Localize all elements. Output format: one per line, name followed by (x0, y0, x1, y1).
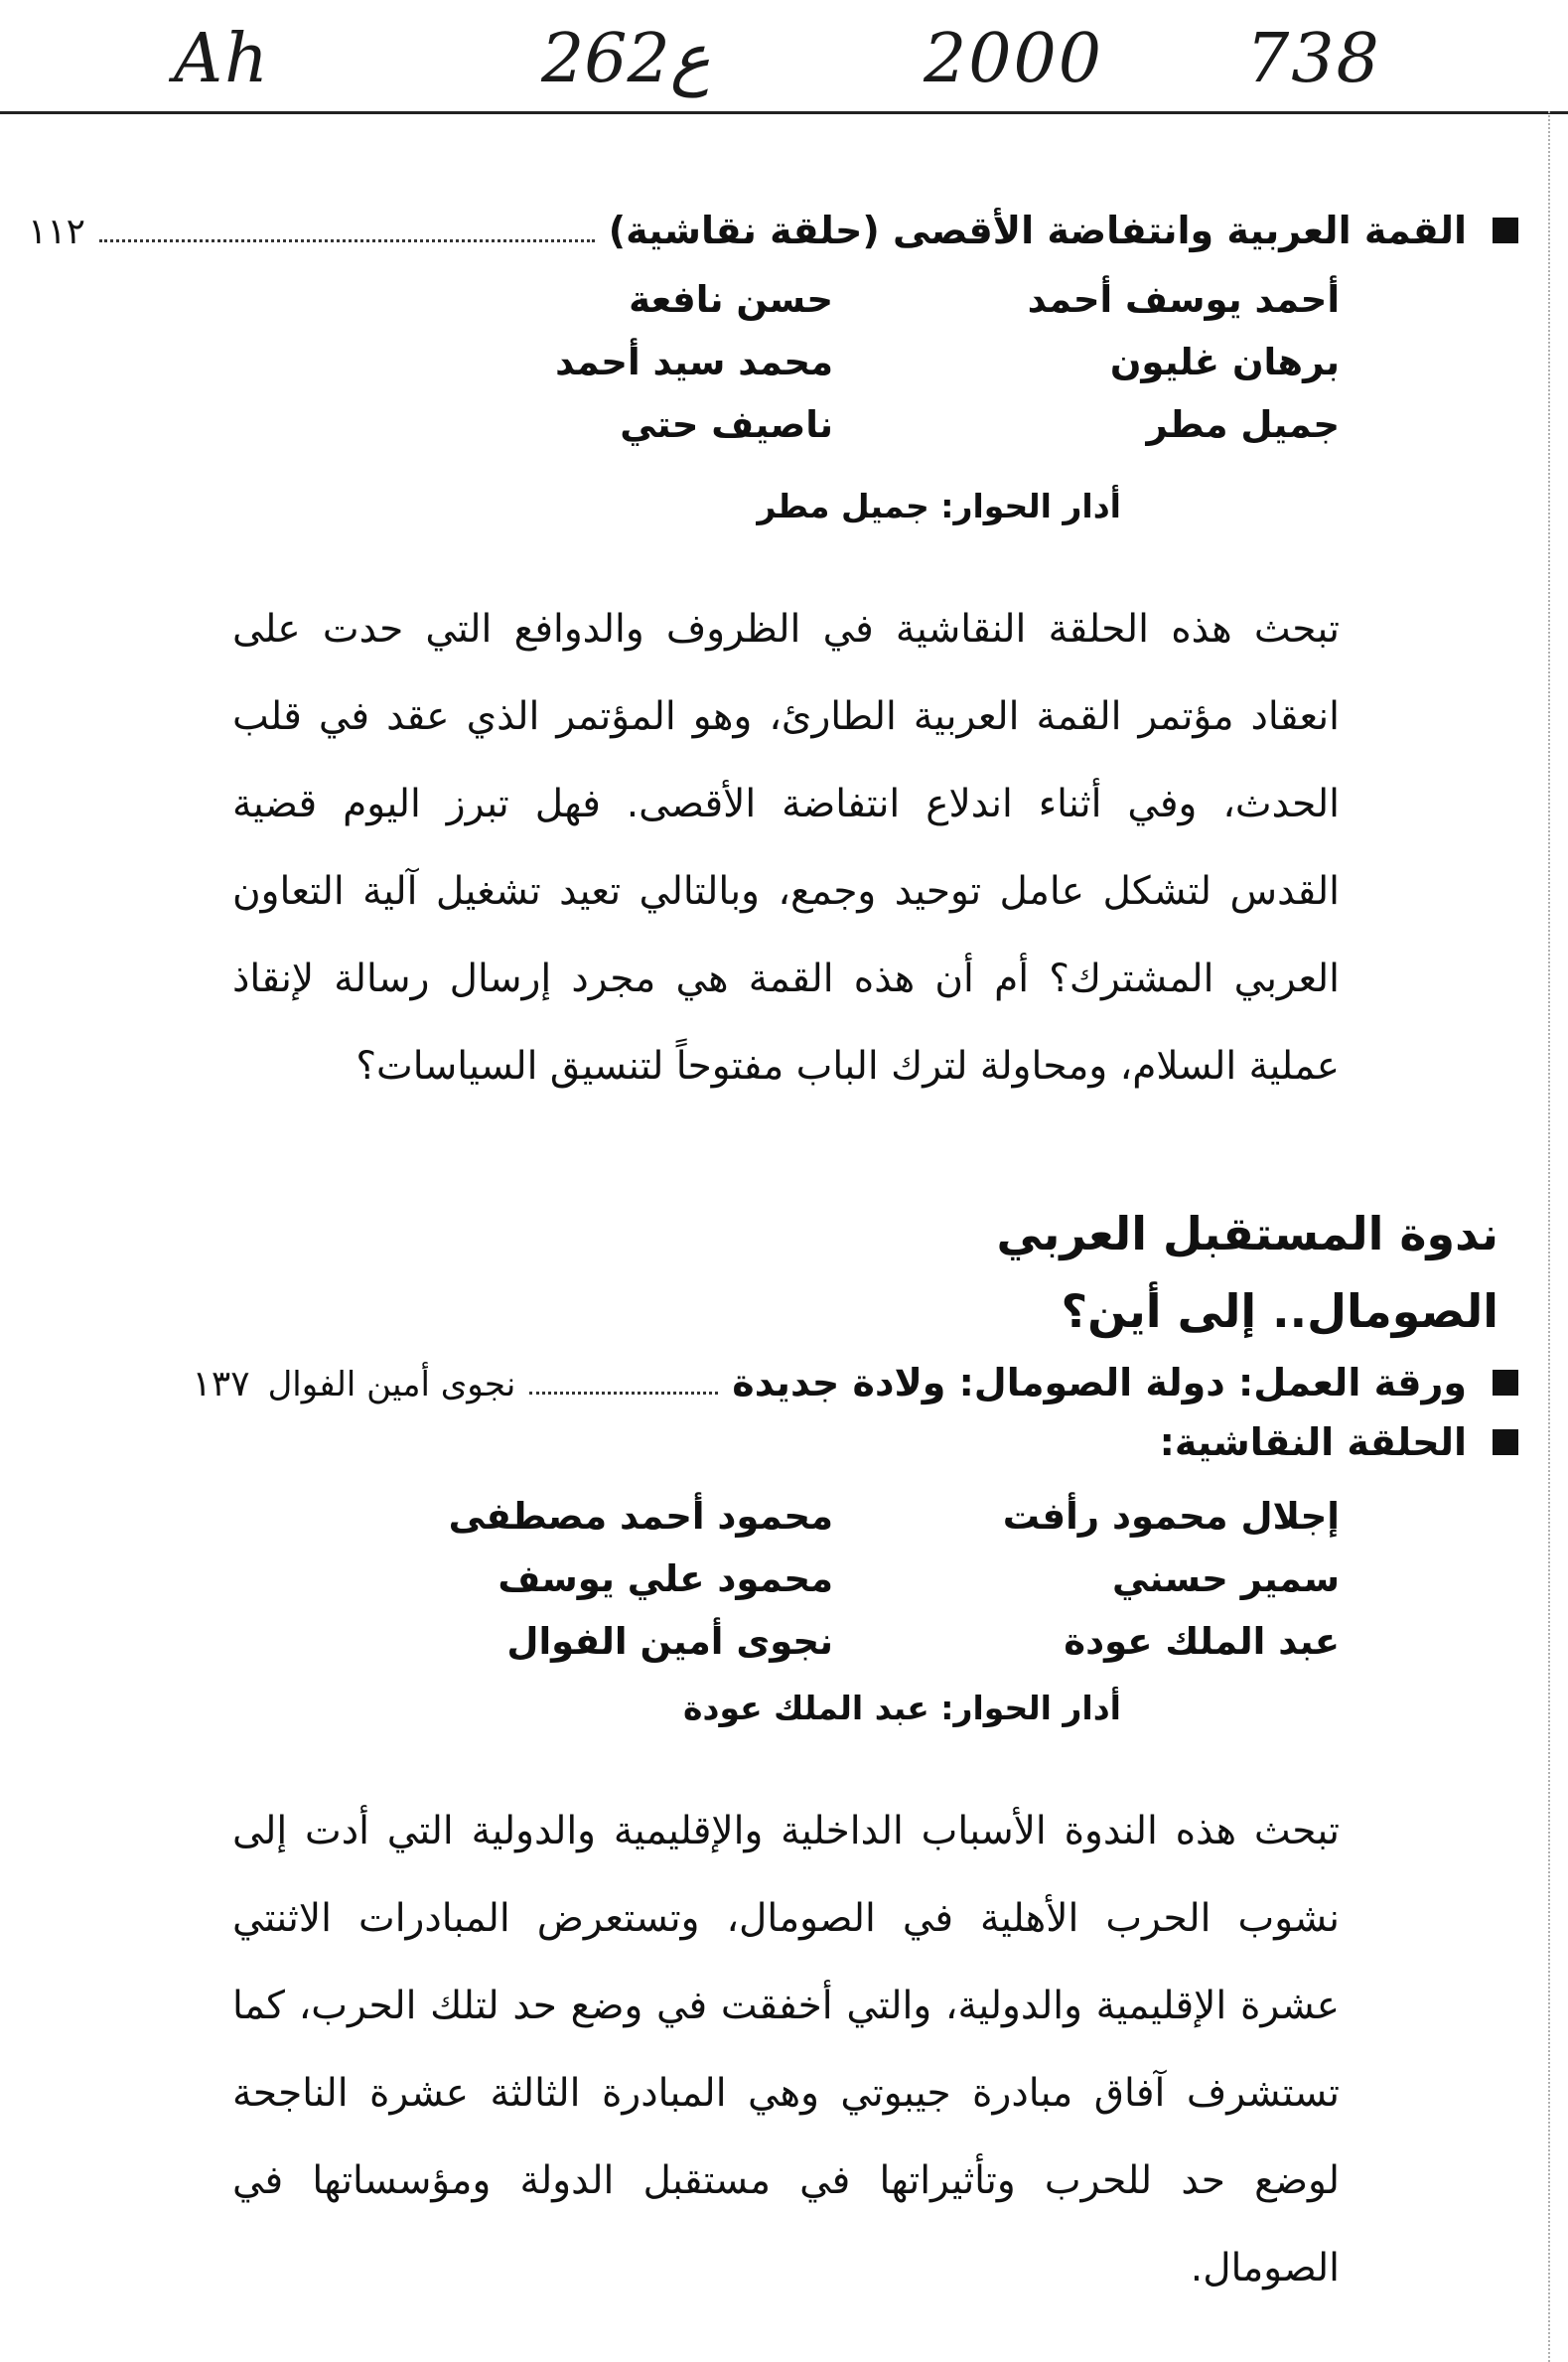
entry-title: القمة العربية وانتفاضة الأقصى (حلقة نقاشية) (608, 209, 1467, 252)
participant: عبد الملك عودة (1064, 1620, 1340, 1663)
entry-title: الحلقة النقاشية: (1159, 1420, 1467, 1464)
summary-paragraph-2: تبحث هذه الندوة الأسباب الداخلية والإقليمية والدولية التي أدت إلى نشوب الحرب الأهلية في الصومال، وتستعرض المبادرات الاثنتي عشرة الإقليمية والدولية، والتي أخفقت في وضع حد لتلك الحرب، كما تستشرف آفاق مبادرة جيبوتي وهي المبادرة الثالثة عشرة الناجحة لوضع حد للحرب وتأثيراتها في مستقبل الدولة ومؤسساتها في الصومال. (232, 1809, 1340, 2290)
square-bullet-icon (1493, 1370, 1518, 1396)
participant: أحمد يوسف أحمد (1027, 278, 1340, 321)
section-heading: ندوة المستقبل العربي (996, 1207, 1498, 1260)
square-bullet-icon (1493, 1429, 1518, 1455)
entry-title: ورقة العمل: دولة الصومال: ولادة جديدة (732, 1361, 1467, 1404)
page-number: ١١٢ (28, 212, 86, 252)
section-subheading: الصومال.. إلى أين؟ (1061, 1284, 1498, 1338)
handwritten-mark-2: 262ع (541, 20, 711, 98)
summary-paragraph-1: تبحث هذه الحلقة النقاشية في الظروف والدوافع التي حدت على انعقاد مؤتمر القمة العربية الطارئ، وهو المؤتمر الذي عقد في قلب الحدث، وفي أثناء اندلاع انتفاضة الأقصى. فهل تبرز اليوم قضية القدس لتشكل عامل توحيد وجمع، وبالتالي تعيد تشغيل آلية التعاون العربي المشترك؟ أم أن هذه القمة هي مجرد إرسال رسالة لإنقاذ عملية السلام، ومحاولة لترك الباب مفتوحاً لتنسيق السياسات؟ (232, 607, 1340, 1089)
page-number: ١٣٧ (192, 1364, 250, 1404)
handwritten-mark-4: 738 (1246, 20, 1381, 98)
header-rule (0, 111, 1568, 114)
page-edge-dots (1548, 111, 1550, 2362)
dot-leader (529, 1392, 718, 1395)
participants-list-1 (327, 278, 1340, 446)
participant: نجوى أمين الفوال (506, 1620, 833, 1663)
participant: إجلال محمود رأفت (1002, 1495, 1340, 1538)
participants-list-2 (327, 1495, 1340, 1663)
participant: حسن نافعة (629, 278, 833, 321)
handwritten-mark-1: Ah (174, 20, 270, 98)
toc-entry-panel[interactable] (28, 1420, 1518, 1464)
participant: ناصيف حتي (620, 403, 833, 446)
participant: محمد سيد أحمد (555, 341, 833, 383)
handwritten-mark-3: 2000 (924, 20, 1104, 98)
moderator-line-1: أدار الحوار: جميل مطر (757, 487, 1121, 525)
square-bullet-icon (1493, 218, 1518, 243)
entry-author: نجوى أمين الفوال (267, 1365, 516, 1404)
moderator-line-2: أدار الحوار: عبد الملك عودة (683, 1689, 1121, 1727)
participant: برهان غليون (1109, 341, 1340, 383)
dot-leader (99, 239, 595, 242)
participant: سمير حسني (1111, 1557, 1340, 1600)
participant: محمود أحمد مصطفى (448, 1495, 833, 1538)
toc-entry-somalia-paper[interactable] (28, 1361, 1518, 1404)
toc-entry-arab-summit[interactable] (28, 209, 1518, 252)
participant: محمود علي يوسف (498, 1557, 833, 1600)
participant: جميل مطر (1146, 403, 1340, 446)
